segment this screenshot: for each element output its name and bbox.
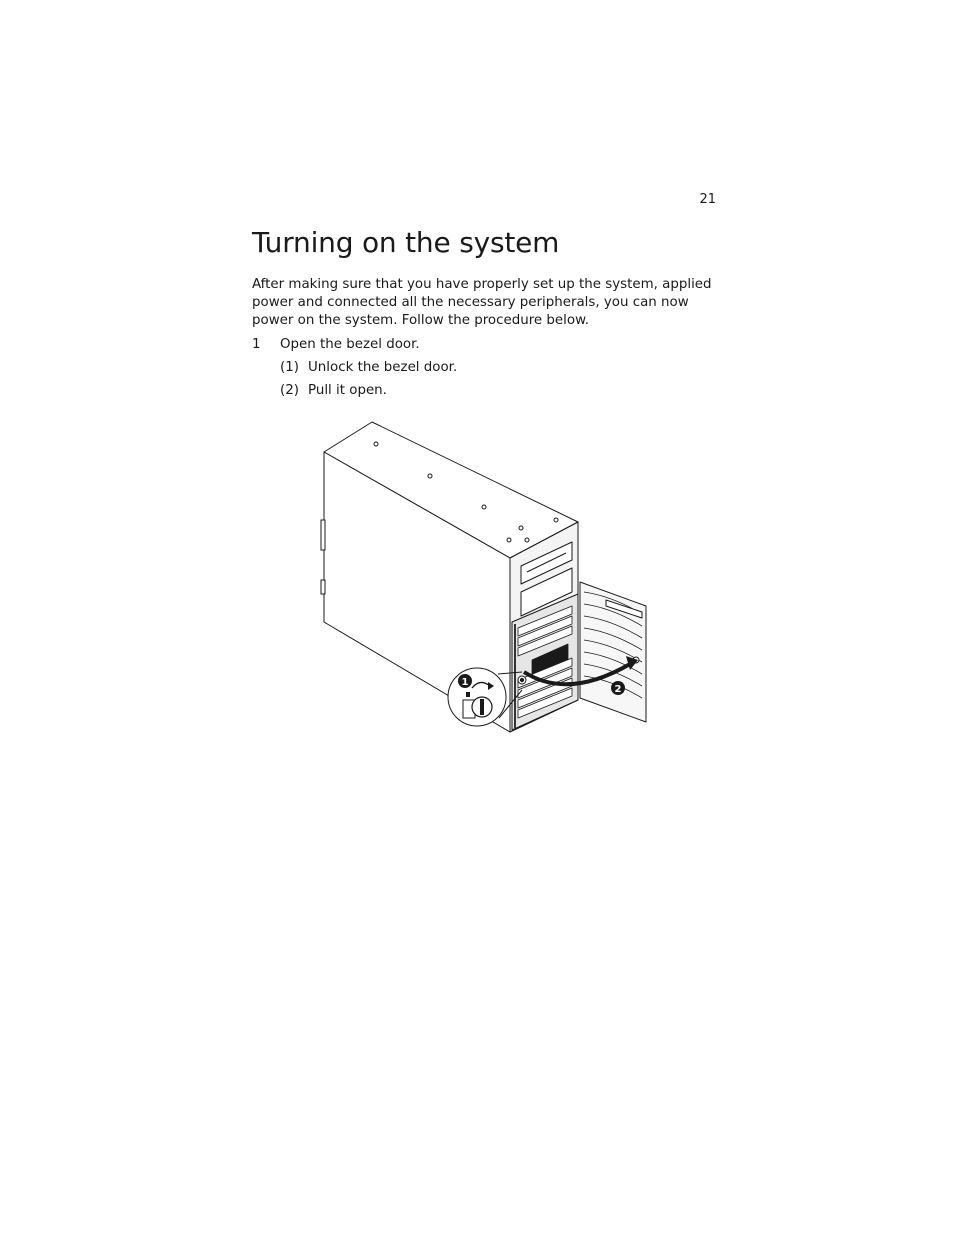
intro-paragraph bbox=[252, 276, 722, 330]
substep-text: Pull it open. bbox=[308, 383, 387, 398]
intro-line-1: After making sure that you have properly set up the system, applied bbox=[252, 277, 712, 292]
page-title: Turning on the system bbox=[252, 226, 560, 259]
substep-number: (1) bbox=[280, 360, 299, 375]
intro-line-3: power on the system. Follow the procedure below. bbox=[252, 313, 590, 328]
page-number: 21 bbox=[699, 192, 716, 207]
callout-1-label: 1 bbox=[461, 677, 469, 688]
intro-line-2: power and connected all the necessary peripherals, you can now bbox=[252, 295, 689, 310]
substep-number: (2) bbox=[280, 383, 299, 398]
step-text: Open the bezel door. bbox=[280, 337, 420, 352]
lock-detail bbox=[448, 668, 506, 726]
step-number: 1 bbox=[252, 337, 261, 352]
server-illustration bbox=[300, 410, 660, 740]
callout-2-label: 2 bbox=[614, 684, 622, 695]
substep-text: Unlock the bezel door. bbox=[308, 360, 458, 375]
